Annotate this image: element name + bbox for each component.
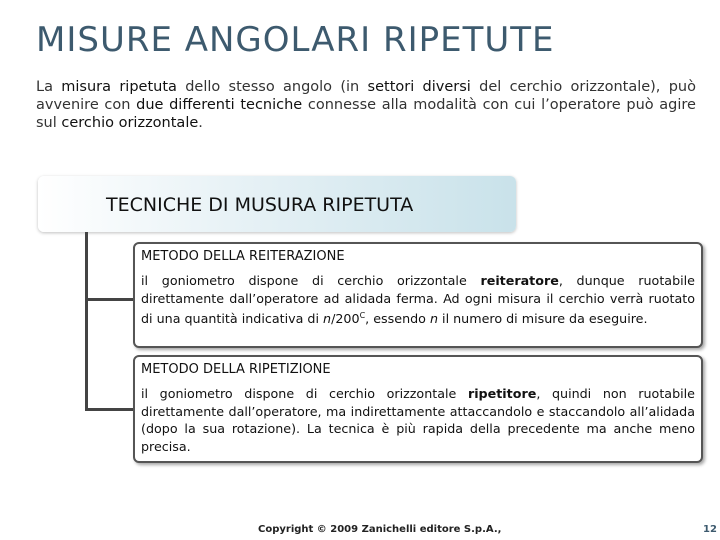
page-number: 12: [703, 524, 717, 535]
method-card-reiterazione: [133, 242, 703, 348]
method-description: il goniometro dispone di cerchio orizzontale ripetitore, quindi non ruotabile direttamente dall’operatore, ma indirettamente attaccandolo e staccandolo all’alidada (dopo la sua rotazione). La tecnica è più rapida della precedente ma anche meno precisa.: [141, 385, 695, 455]
method-description: il goniometro dispone di cerchio orizzontale reiteratore, dunque ruotabile direttamente dall’operatore ad alidada ferma. Ad ogni misura il cerchio verrà ruotato di una quantità indicativa di $n/200^C$, essendo n il numero di misure da eseguire.: [141, 272, 695, 327]
method-title: METODO DELLA RIPETIZIONE: [141, 362, 331, 377]
intro-paragraph: La misura ripetuta dello stesso angolo (in settori diversi del cerchio orizzontale), può avvenire con due differenti tecniche connesse alla modalità con cui l’operatore può agire sul cerchio orizzontale.: [36, 79, 696, 131]
page-title: MISURE ANGOLARI RIPETUTE: [36, 20, 555, 60]
tree-branch-connector-2: [85, 408, 135, 411]
method-card-ripetizione: [133, 355, 703, 463]
techniques-header-box: [38, 176, 516, 232]
copyright-footer: Copyright © 2009 Zanichelli editore S.p.A.,: [258, 524, 502, 535]
techniques-header-label: TECNICHE DI MUSURA RIPETUTA: [106, 194, 414, 216]
method-title: METODO DELLA REITERAZIONE: [141, 249, 345, 264]
tree-branch-connector-1: [85, 298, 135, 301]
tree-vertical-connector: [85, 232, 88, 410]
